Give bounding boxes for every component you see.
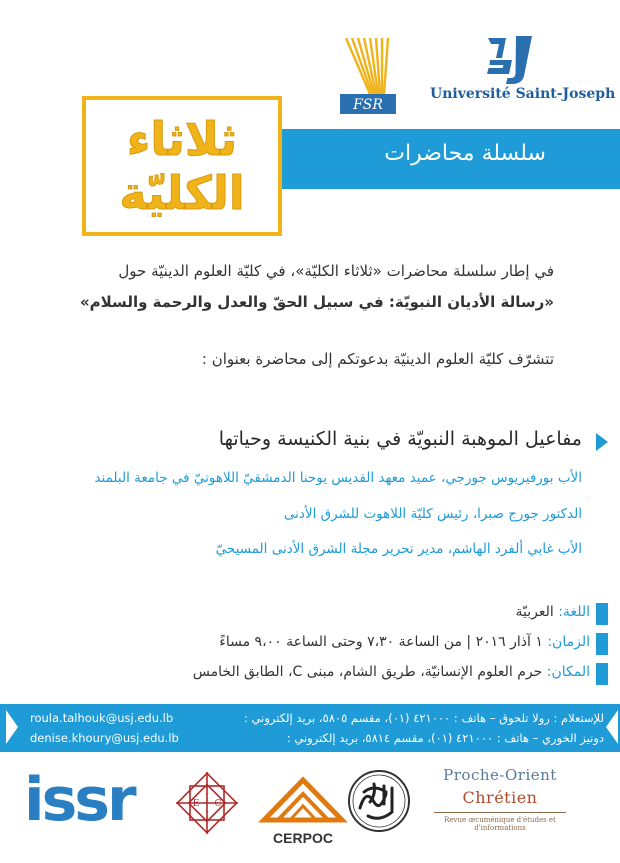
cerpoc-logo — [258, 772, 348, 852]
event-title-box — [82, 96, 282, 236]
speaker-1: الأب بورفيريوس جورجي، عميد معهد القديس يوحنا الدمشقيّ اللاهوتيّ في جامعة البلمند — [94, 470, 582, 486]
time-bar — [596, 633, 608, 655]
lecture-series-band — [236, 129, 620, 189]
po-line2: Chrétien — [462, 788, 538, 807]
fsr-logo — [340, 38, 396, 114]
po-divider — [434, 812, 566, 813]
ieci-logo — [172, 768, 242, 838]
lecture-title: مفاعيل الموهبة النبويّة في بنية الكنيسة وحياتها — [218, 428, 582, 450]
intro-line: في إطار سلسلة محاضرات «ثلاثاء الكليّة»، في كليّة العلوم الدينيّة حول — [118, 262, 554, 280]
contact-email-1[interactable]: roula.talhouk@usj.edu.lb — [30, 711, 174, 725]
lecture-arrow-icon — [596, 433, 608, 451]
contact-band — [0, 704, 620, 752]
ieci-letter-3: C — [214, 799, 222, 809]
time-label: الزمان: — [547, 634, 590, 650]
event-title-line2: الكليّة — [119, 166, 245, 220]
contact-arrow-left-icon — [6, 710, 18, 744]
speaker-2: الدكتور جورج صبرا، رئيس كليّة اللاهوت للشرق الأدنى — [283, 506, 582, 522]
time-detail — [219, 634, 590, 650]
place-value: حرم العلوم الإنسانيّة، طريق الشام، مبنى C، الطابق الخامس — [192, 664, 547, 680]
po-line1: Proche-Orient — [443, 766, 557, 784]
ieci-letter-1: I — [205, 787, 209, 797]
speaker-3: الأب غابي ألفرد الهاشم، مدير تحرير مجلة الشرق الأدنى المسيحيّ — [215, 541, 582, 557]
ieci-letter-2: E — [192, 799, 200, 809]
cerpoc-label: CERPOC — [273, 830, 333, 846]
language-label: اللغة: — [558, 604, 590, 620]
time-value: ١ آذار ٢٠١٦ | من الساعة ٧،٣٠ وحتى الساعة ٩،٠٠ مساءً — [219, 634, 548, 650]
language-bar — [596, 603, 608, 625]
calligraphy-seal-logo — [346, 768, 412, 834]
contact-row-1 — [30, 708, 604, 728]
university-name: Université Saint-Joseph — [430, 86, 616, 102]
contact-text-1: للإستعلام : رولا تلحوق – هاتف : ٤٢١٠٠٠ (٠١)، مقسم ٥٨٠٥، بريد إلكتروني : — [244, 711, 604, 725]
lecture-series-label: سلسلة محاضرات — [384, 141, 546, 166]
contact-email-2[interactable]: denise.khoury@usj.edu.lb — [30, 731, 179, 745]
language-detail — [516, 604, 591, 620]
event-title-line1: ثلاثاء — [126, 112, 238, 166]
place-bar — [596, 663, 608, 685]
issr-logo: issr — [24, 765, 134, 835]
place-detail — [193, 664, 590, 680]
fsr-label: FSR — [353, 97, 383, 113]
contact-row-2 — [30, 728, 604, 748]
language-value: العربيّة — [515, 604, 559, 620]
place-label: المكان: — [546, 664, 590, 680]
usj-logo — [430, 32, 616, 118]
ieci-letter-4: I — [205, 811, 209, 821]
contact-text-2: دونيز الخوري – هاتف : ٤٢١٠٠٠ (٠١)، مقسم ٥٨١٤، بريد إلكتروني : — [286, 731, 604, 745]
invitation-text: تتشرّف كليّة العلوم الدينيّة بدعوتكم إلى محاضرة بعنوان : — [201, 350, 554, 368]
series-theme: «رسالة الأديان النبويّة: في سبيل الحقّ والعدل والرحمة والسلام» — [79, 293, 554, 311]
contact-arrow-right-icon — [606, 710, 618, 744]
proche-orient-chretien-logo — [420, 764, 580, 848]
po-subtitle: Revue œcuménique d'études et d'informations — [444, 816, 556, 832]
